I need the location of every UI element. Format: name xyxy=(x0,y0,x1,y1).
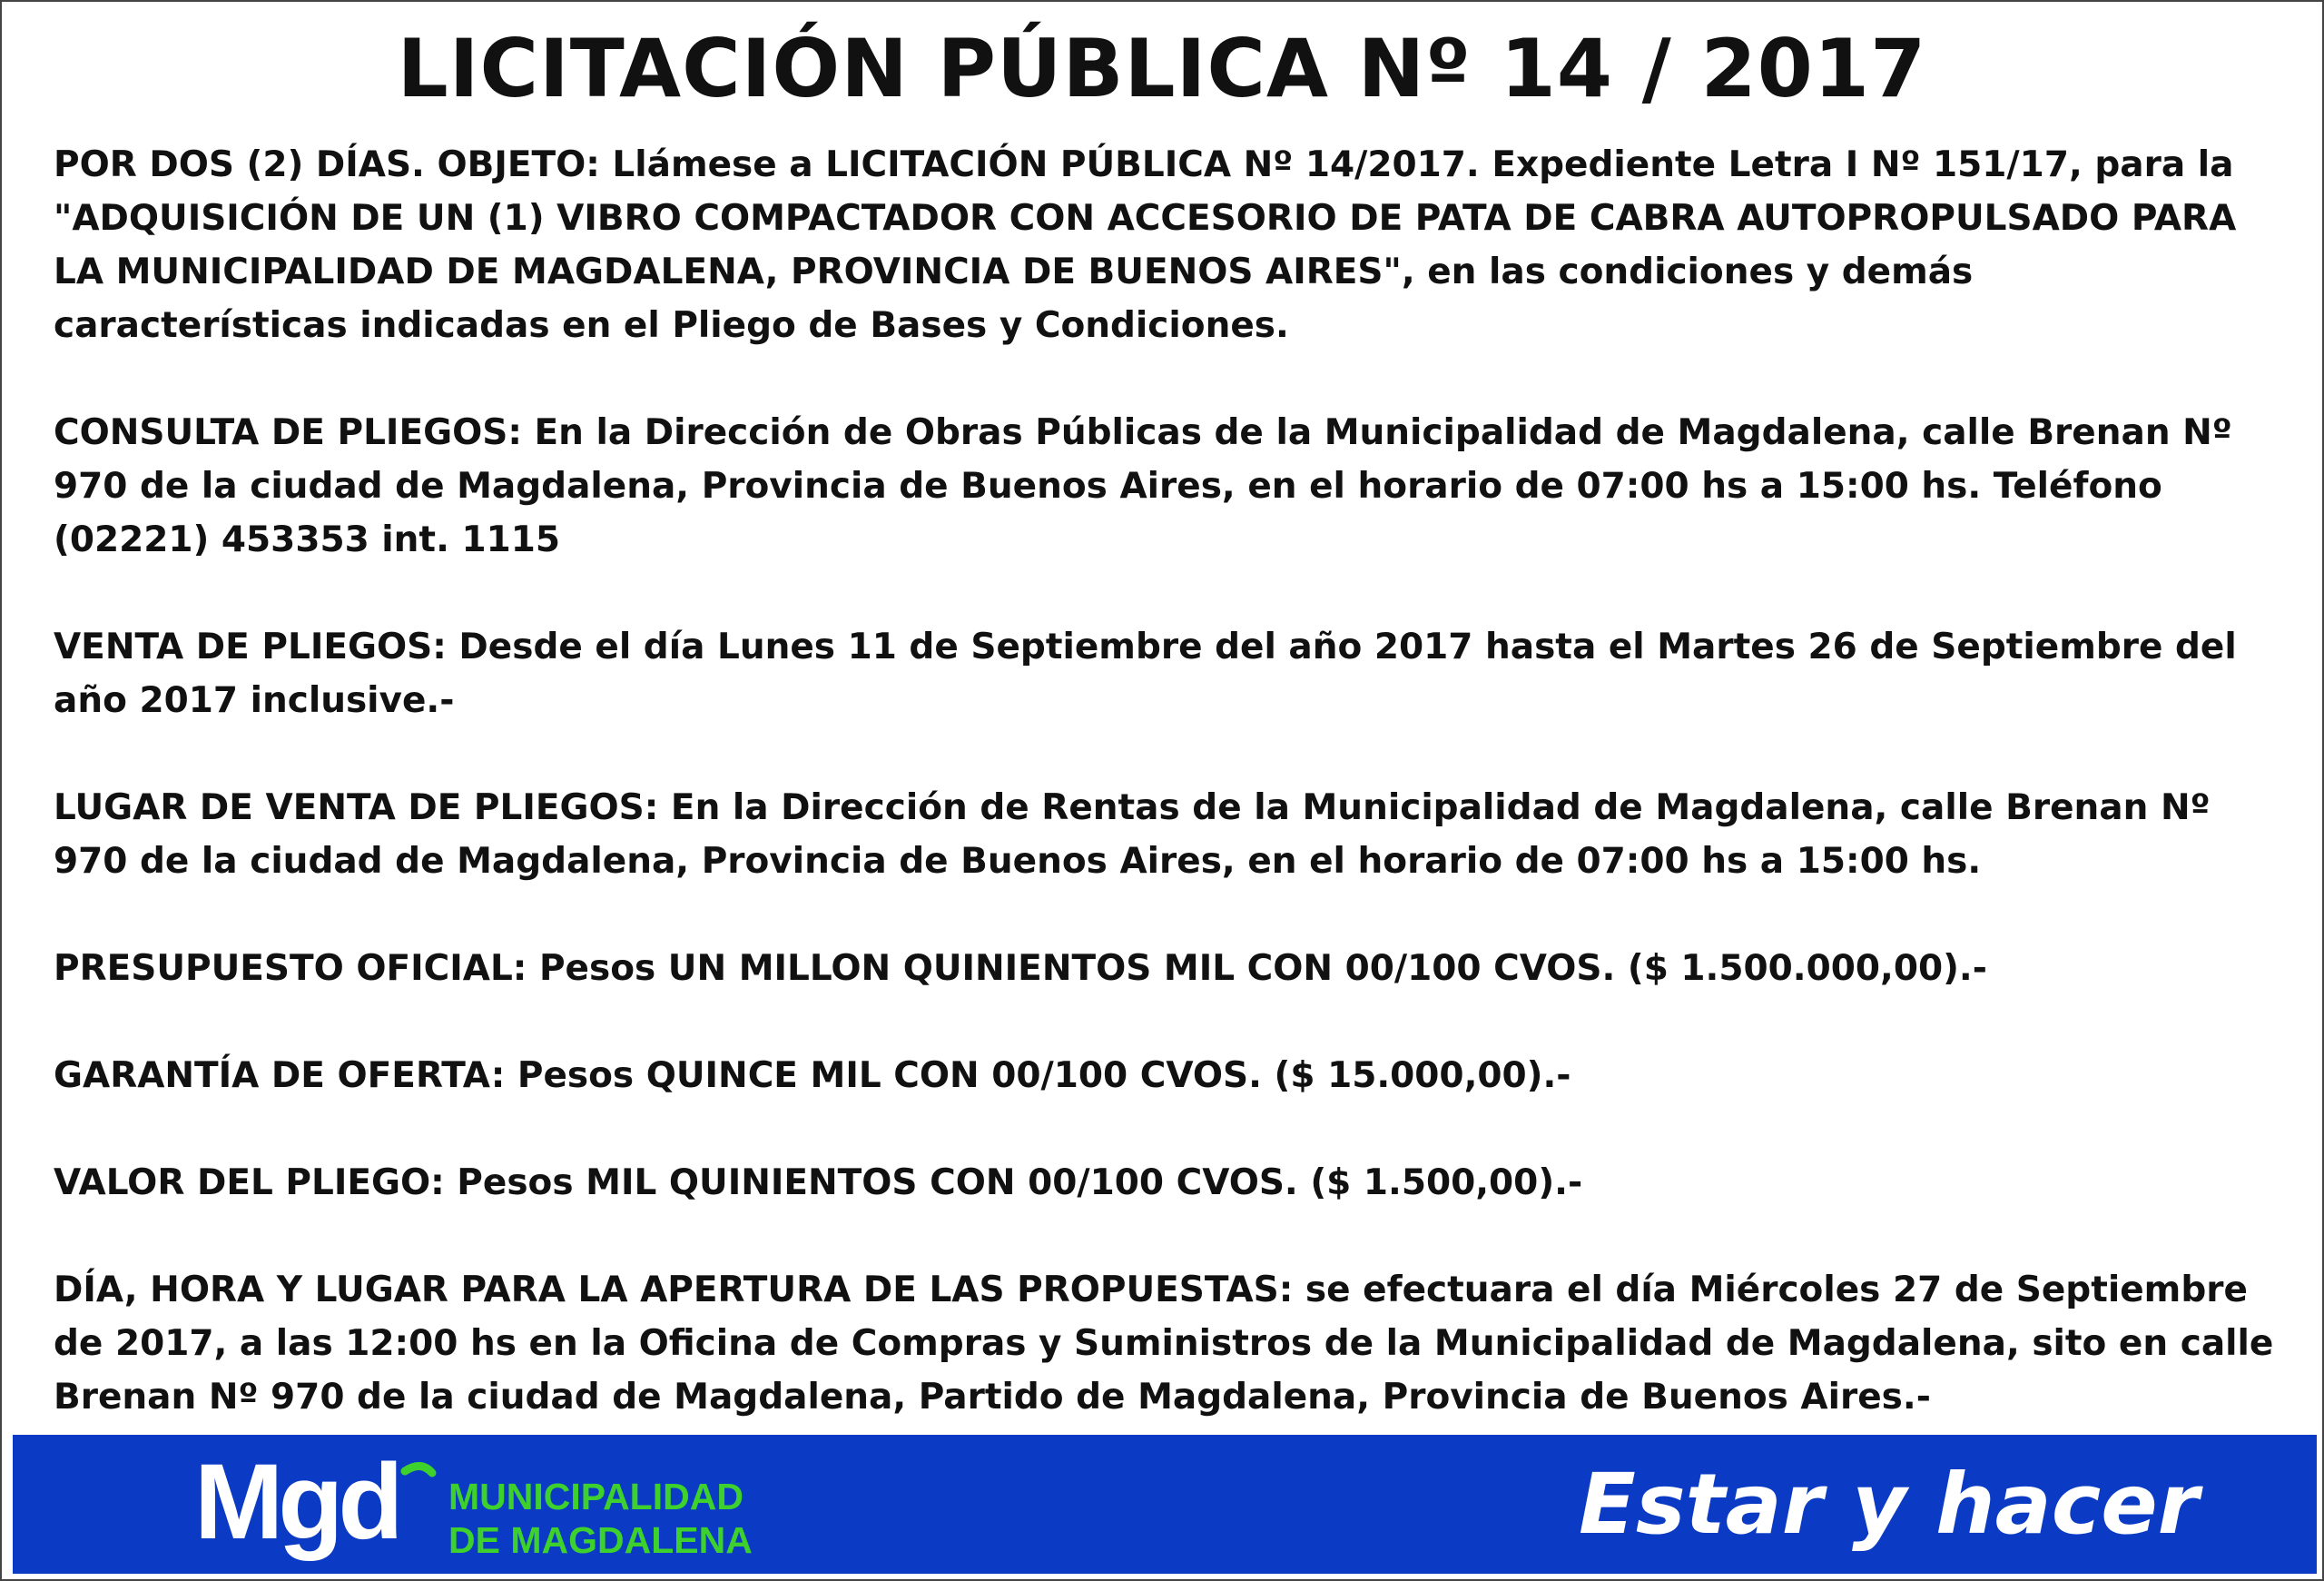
logo-mark-text: Mgd xyxy=(194,1455,399,1562)
logo-accent-icon xyxy=(405,1466,432,1473)
paragraph-valor-del-pliego: VALOR DEL PLIEGO: Pesos MIL QUINIENTOS CON 00/100 CVOS. ($ 1.500,00).- xyxy=(54,1162,1583,1203)
paragraph-objeto: POR DOS (2) DÍAS. OBJETO: Llámese a LICITACIÓN PÚBLICA Nº 14/2017. Expediente Letra I Nº 151/17, para la "ADQUISICIÓN DE UN (1) VIBRO COMPACTADOR CON ACCESORIO DE PATA DE CABRA AUTOPROPULSADO PARA LA MUNICIPALIDAD DE MAGDALENA, PROVINCIA DE BUENOS AIRES", en las condiciones y demás características indicadas en el Pliego de Bases y Condiciones. xyxy=(54,144,2237,346)
paragraph-consulta-de-pliegos: CONSULTA DE PLIEGOS: En la Dirección de Obras Públicas de la Municipalidad de Magdalena, calle Brenan Nº 970 de la ciudad de Magdalena, Provincia de Buenos Aires, en el horario de 07:00 hs a 15:00 hs. Teléfono (02221) 453353 int. 1115 xyxy=(54,412,2232,560)
paragraph-venta-de-pliegos: VENTA DE PLIEGOS: Desde el día Lunes 11 de Septiembre del año 2017 hasta el Martes 26 de Septiembre del año 2017 inclusive.- xyxy=(54,627,2237,721)
notice-body xyxy=(54,138,2278,1424)
slogan-text: Estar y hacer xyxy=(1579,1456,2199,1553)
paragraph-lugar-de-venta: LUGAR DE VENTA DE PLIEGOS: En la Dirección de Rentas de la Municipalidad de Magdalena, calle Brenan Nº 970 de la ciudad de Magdalena, Provincia de Buenos Aires, en el horario de 07:00 hs a 15:00 hs. xyxy=(54,787,2211,882)
paragraph-garantia-de-oferta: GARANTÍA DE OFERTA: Pesos QUINCE MIL CON 00/100 CVOS. ($ 15.000,00).- xyxy=(54,1055,1571,1096)
municipality-logo xyxy=(194,1455,439,1564)
logo-municipality-name xyxy=(448,1475,753,1562)
paragraph-presupuesto-oficial: PRESUPUESTO OFICIAL: Pesos UN MILLON QUINIENTOS MIL CON 00/100 CVOS. ($ 1.500.000,00).- xyxy=(54,948,1987,989)
paragraph-apertura-de-propuestas: DÍA, HORA Y LUGAR PARA LA APERTURA DE LAS PROPUESTAS: se efectuara el día Miércoles 27 de Septiembre de 2017, a las 12:00 hs en la Oficina de Compras y Suministros de la Municipalidad de Magdalena, sito en calle Brenan Nº 970 de la ciudad de Magdalena, Partido de Magdalena, Provincia de Buenos Aires.- xyxy=(54,1270,2274,1418)
logo-line-2: DE MAGDALENA xyxy=(448,1519,753,1561)
logo-line-1: MUNICIPALIDAD xyxy=(448,1476,743,1517)
notice-title: LICITACIÓN PÚBLICA Nº 14 / 2017 xyxy=(397,22,1927,115)
footer-banner xyxy=(13,1435,2317,1574)
